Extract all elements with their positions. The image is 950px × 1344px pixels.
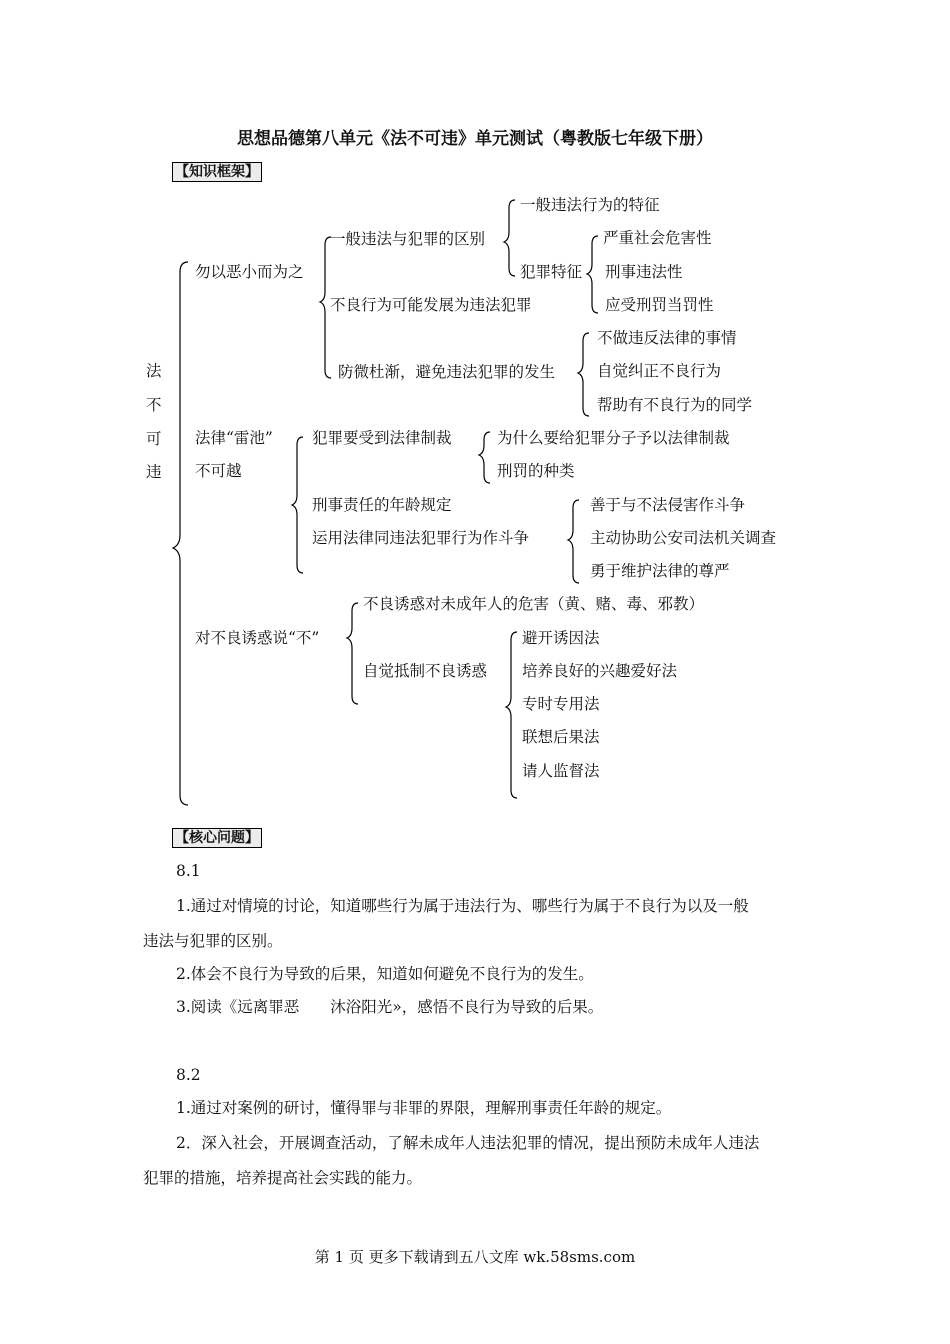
page-title: 思想品德第八单元《法不可违》单元测试（粤教版七年级下册） [237,129,713,149]
section-8-2-item1: 1.通过对案例的研讨，懂得罪与非罪的界限，理解刑事责任年龄的规定。 [176,1099,672,1117]
section-8-2-item2-line2: 犯罪的措施，培养提高社会实践的能力。 [143,1169,423,1187]
section-8-2-heading: 8.2 [176,1066,201,1084]
branch2-label-line1: 法律“雷池” [195,429,273,447]
branch3-item2-list-3: 专时专用法 [522,695,600,713]
branch3-item2-list-2: 培养良好的兴趣爱好法 [522,662,678,680]
root-char-1: 法 [146,362,162,380]
branch1-item1-a: 一般违法行为的特征 [520,196,660,214]
branch1-item3: 防微杜渐，避免违法犯罪的发生 [338,363,556,381]
brace-b1-b [587,236,598,313]
branch1-item3-list-2: 自觉纠正不良行为 [597,362,722,380]
branch3-item1: 不良诱惑对未成年人的危害（黄、赌、毒、邪教） [363,595,705,613]
branch2-item1-list-1: 为什么要给犯罪分子予以法律制裁 [497,429,730,447]
section-8-1-item1-line2: 违法与犯罪的区别。 [143,932,283,950]
brace-b2 [292,437,303,573]
branch2-item1-list-2: 刑罚的种类 [497,462,575,480]
branch1-b-list-3: 应受刑罚当罚性 [605,296,714,314]
section-8-2-item2-line1: 2．深入社会，开展调查活动，了解未成年人违法犯罪的情况，提出预防未成年人违法 [176,1134,760,1152]
brace-b1-item1 [504,200,515,276]
brace-b2-item3 [568,500,579,583]
branch2-item3-list-2: 主动协助公安司法机关调查 [590,529,777,547]
section-8-1-item2: 2.体会不良行为导致的后果，知道如何避免不良行为的发生。 [176,965,594,983]
section-8-1-item1-line1: 1.通过对情境的讨论，知道哪些行为属于违法行为、哪些行为属于不良行为以及一般 [176,897,749,915]
root-char-3: 可 [146,430,162,448]
branch3-item2-list-4: 联想后果法 [522,728,600,746]
branch1-item2: 不良行为可能发展为违法犯罪 [330,296,532,314]
branch1-item1-b: 犯罪特征 [520,263,583,281]
root-char-4: 违 [146,463,162,481]
branch2-item3: 运用法律同违法犯罪行为作斗争 [312,529,530,547]
core-label: 【核心问题】 [172,828,262,848]
branch1-item1: 一般违法与犯罪的区别 [330,230,486,248]
brace-root [173,262,188,805]
branch3-label: 对不良诱惑说“不” [195,629,320,647]
branch3-item2-list-1: 避开诱因法 [522,629,600,647]
branch1-item3-list-3: 帮助有不良行为的同学 [597,396,753,414]
brace-b3-item2 [506,632,517,798]
section-8-1-heading: 8.1 [176,862,201,880]
branch2-item2: 刑事责任的年龄规定 [312,496,452,514]
branch2-item1: 犯罪要受到法律制裁 [312,429,452,447]
brace-b3 [347,603,358,704]
branch1-b-list-2: 刑事违法性 [605,263,683,281]
brace-b1-item3 [578,333,589,416]
branch2-item3-list-1: 善于与不法侵害作斗争 [590,496,746,514]
root-char-2: 不 [146,396,162,414]
branch3-item2-list-5: 请人监督法 [522,762,600,780]
framework-label: 【知识框架】 [172,162,262,182]
branch1-b-list-1: 严重社会危害性 [603,229,712,247]
branch2-item3-list-3: 勇于维护法律的尊严 [590,562,730,580]
branch1-label: 勿以恶小而为之 [195,263,304,281]
page-footer: 第 1 页 更多下载请到五八文库 wk.58sms.com [314,1248,636,1266]
brace-b2-item1 [479,432,490,483]
branch1-item3-list-1: 不做违反法律的事情 [597,329,737,347]
branch3-item2: 自觉抵制不良诱惑 [363,662,488,680]
section-8-1-item3: 3.阅读《远离罪恶 沐浴阳光»，感悟不良行为导致的后果。 [176,998,604,1016]
branch2-label-line2: 不可越 [195,462,242,480]
